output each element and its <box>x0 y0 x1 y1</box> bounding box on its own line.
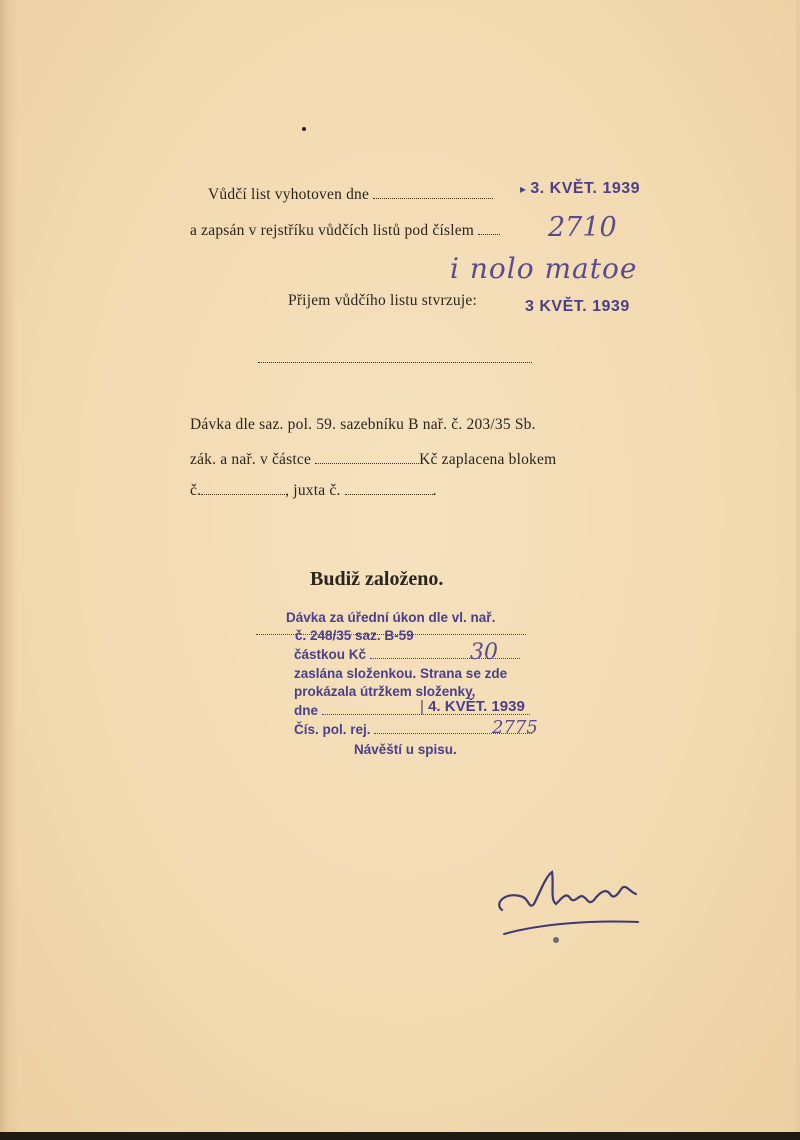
period: . <box>432 482 437 499</box>
registry-label: a zapsán v rejstříku vůdčích listů pod číslem <box>190 222 475 239</box>
stamp-date-label: dne <box>294 703 319 718</box>
receipt-date-stamp: 3 KVĚT. 1939 <box>525 298 630 315</box>
stamp-line-5: prokázala útržkem složenky, <box>294 684 476 699</box>
fee-amount-label: zák. a nař. v částce <box>190 451 312 468</box>
issue-date-dots <box>373 197 493 199</box>
issue-date-line <box>208 186 493 204</box>
receipt-signature-dots <box>258 362 532 363</box>
signature-graphic <box>490 862 650 952</box>
block-number-dots <box>201 493 285 495</box>
juxta-label: , juxta č. <box>285 482 341 499</box>
fee-line-3 <box>190 482 437 500</box>
juxta-dots <box>345 493 433 495</box>
signature <box>490 862 650 952</box>
receipt-line <box>288 292 477 310</box>
registry-number-handwritten: 2710 <box>548 212 617 243</box>
registry-line <box>190 222 500 240</box>
registry-dots <box>478 233 500 235</box>
paper-edge-left <box>0 0 18 1140</box>
stamp-registry-label: Čís. pol. rej. <box>294 722 371 737</box>
paper-edge-right <box>796 0 800 1140</box>
fee-stamp <box>280 608 570 768</box>
stamp-line-4: zaslána složenkou. Strana se zde <box>294 666 508 681</box>
stamp-amount-handwritten: 30 <box>470 640 498 665</box>
scan-border-bottom <box>0 1132 800 1140</box>
stamp-line-8: Návěští u spisu. <box>354 742 457 757</box>
stamp-line-1: Dávka za úřední úkon dle vl. nař. <box>286 610 496 625</box>
block-number-label: č. <box>190 482 202 499</box>
filing-heading: Budiž založeno. <box>310 568 444 590</box>
handwritten-note: i nolo matoe <box>450 252 638 285</box>
issue-date-label: Vůdčí list vyhotoven dne <box>208 186 370 203</box>
stamp-registry-number-handwritten: 2775 <box>492 717 538 738</box>
fee-line-2 <box>190 451 556 469</box>
stamp-date: | 4. KVĚT. 1939 <box>420 698 525 715</box>
fee-paid-label: Kč zaplacena blokem <box>419 451 557 468</box>
stamp-line-2: č. 248/35 saz. B-59 <box>295 628 414 643</box>
fee-line-1: Dávka dle saz. pol. 59. sazebníku B nař. č. 203/35 Sb. <box>190 416 536 433</box>
issue-date-stamp: ▸ 3. KVĚT. 1939 <box>520 180 641 197</box>
ink-dot <box>302 127 306 131</box>
receipt-label: Přijem vůdčího listu stvrzuje: <box>288 292 477 309</box>
stamp-amount-label: částkou Kč <box>294 647 367 662</box>
fee-amount-dots <box>315 462 419 464</box>
